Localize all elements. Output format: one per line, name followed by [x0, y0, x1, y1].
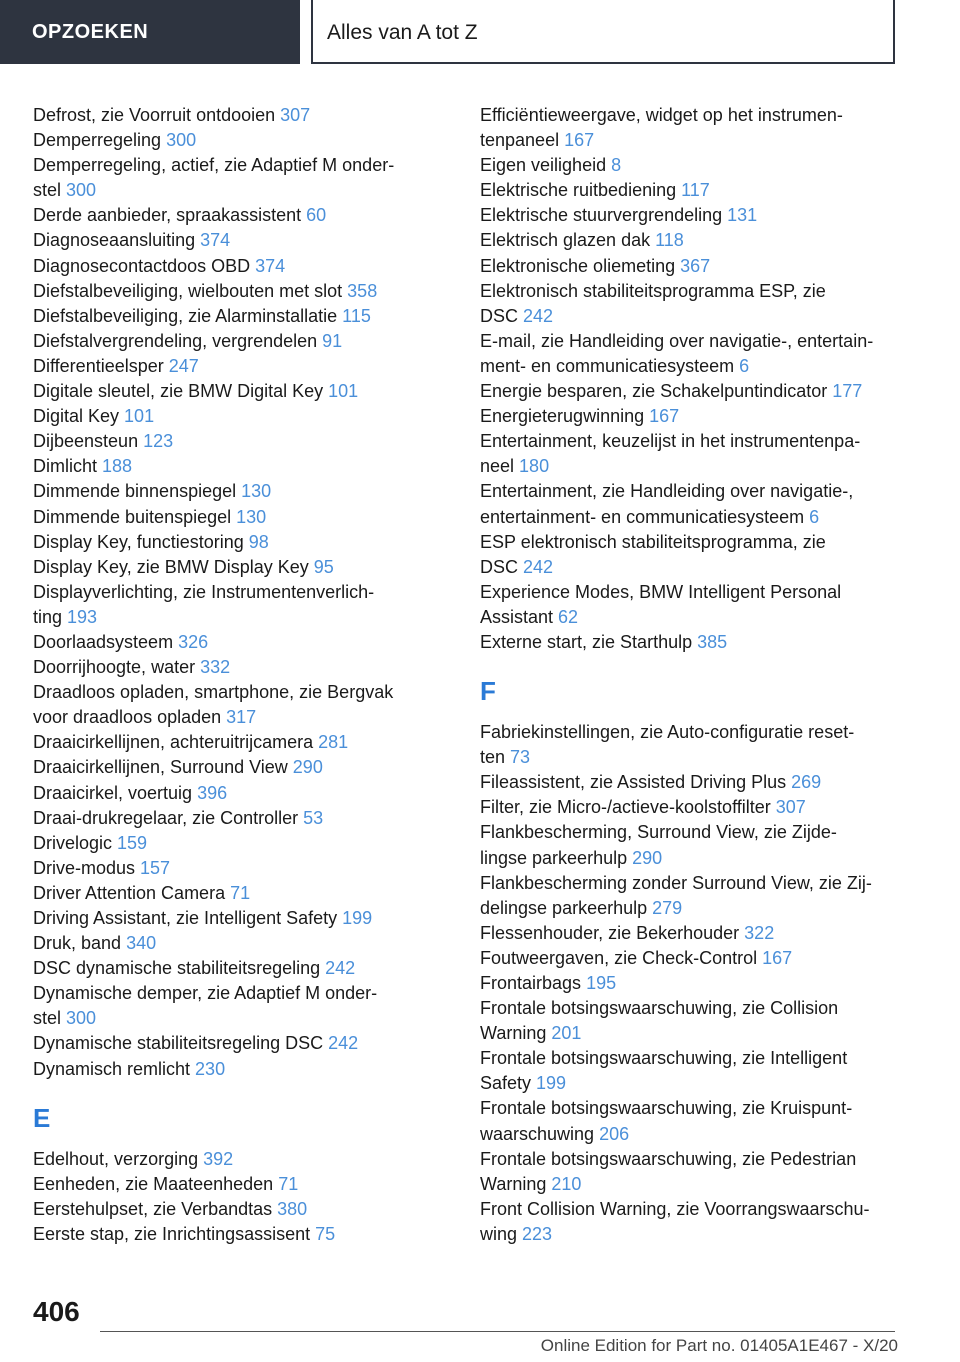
index-term: Fileassistent, zie Assisted Driving Plus [480, 772, 792, 793]
index-term: Frontale botsingswaarschuwing, zie Kruispunt- [480, 1098, 853, 1119]
page-link[interactable]: 177 [832, 381, 863, 402]
index-entry [480, 630, 900, 655]
index-term: Digitale sleutel, zie BMW Digital Key [33, 381, 329, 402]
index-term: DSC [480, 556, 524, 577]
page-link[interactable]: 123 [143, 431, 174, 452]
index-term: Defrost, zie Voorruit ontdooien [33, 105, 281, 125]
index-entry [33, 755, 453, 780]
index-entry [480, 429, 900, 454]
index-entry [33, 1147, 453, 1172]
index-entry [480, 896, 900, 921]
index-term: Warning [480, 1023, 552, 1044]
index-term: Frontale botsingswaarschuwing, zie Collision [480, 998, 839, 1019]
page-link[interactable]: 307 [280, 105, 311, 125]
page-link[interactable]: 317 [226, 707, 257, 728]
index-term: wing [480, 1223, 523, 1244]
index-entry [480, 1071, 900, 1096]
index-entry [33, 881, 453, 906]
index-group-f [480, 720, 900, 1247]
page-link[interactable]: 396 [197, 782, 228, 803]
page-link[interactable]: 242 [523, 556, 554, 577]
page-link[interactable]: 199 [342, 908, 373, 928]
index-entry [480, 404, 900, 429]
index-term: Dynamische demper, zie Adaptief M onder- [33, 983, 378, 1004]
page-link[interactable]: 300 [66, 180, 97, 201]
page-link[interactable]: 180 [519, 456, 550, 477]
index-entry [480, 1197, 900, 1222]
page-link[interactable]: 392 [203, 1148, 234, 1169]
page-link[interactable]: 167 [762, 947, 793, 968]
index-term: Elektrisch glazen dak [480, 230, 656, 251]
index-term: Draaicirkellijnen, achteruitrijcamera [33, 732, 319, 753]
index-entry [480, 921, 900, 946]
index-entry [480, 304, 900, 329]
index-term: Filter, zie Micro-/actieve-koolstoffilter [480, 797, 776, 818]
edition-note: Online Edition for Part no. 01405A1E467 - X/20 [540, 1336, 898, 1355]
index-term: Flankbescherming zonder Surround View, zie Zij- [480, 872, 872, 893]
index-term: Frontairbags [480, 973, 587, 993]
index-entry [480, 530, 900, 555]
page-link[interactable]: 307 [775, 797, 806, 818]
index-term: Digital Key [33, 406, 125, 427]
index-term: Eigen veiligheid [480, 155, 612, 176]
page-link[interactable]: 73 [510, 747, 531, 768]
index-entry [33, 279, 453, 304]
index-entry [33, 1006, 453, 1031]
index-group-e-cont [480, 103, 900, 655]
page-link[interactable]: 62 [558, 606, 579, 627]
index-term: Elektrische ruitbediening [480, 180, 682, 201]
index-term: lingse parkeerhulp [480, 847, 633, 868]
index-term: Doorrijhoogte, water [33, 657, 201, 678]
index-entry [480, 1021, 900, 1046]
page-link[interactable]: 101 [328, 381, 359, 402]
page-link[interactable]: 117 [681, 180, 710, 201]
index-term: waarschuwing [480, 1123, 600, 1144]
index-entry [480, 971, 900, 996]
index-entry [33, 1172, 453, 1197]
page-number: 406 [33, 1296, 80, 1327]
page-link[interactable]: 130 [241, 481, 272, 502]
index-term: Elektronische oliemeting [480, 255, 681, 276]
page-link[interactable]: 130 [236, 506, 267, 527]
index-entry [33, 1031, 453, 1056]
index-entry [33, 856, 453, 881]
index-term: stel [33, 180, 67, 201]
index-entry [480, 871, 900, 896]
index-term: ten [480, 747, 511, 768]
page-link[interactable]: 367 [680, 255, 711, 276]
index-entry [33, 203, 453, 228]
page-link[interactable]: 223 [522, 1223, 553, 1244]
index-entry [480, 203, 900, 228]
page-link[interactable]: 332 [200, 657, 231, 678]
index-entry [480, 555, 900, 580]
index-term: Foutweergaven, zie Check-Control [480, 947, 763, 968]
index-term: Drive-modus [33, 857, 141, 878]
page-link[interactable]: 358 [347, 280, 378, 301]
index-entry [33, 354, 453, 379]
index-entry [33, 831, 453, 856]
page-header [0, 0, 960, 66]
index-entry [480, 103, 900, 128]
index-entry [480, 820, 900, 845]
index-entry [33, 1222, 453, 1247]
index-term: Experience Modes, BMW Intelligent Personal [480, 581, 842, 602]
index-term: Dimmende binnenspiegel [33, 481, 242, 502]
index-entry [33, 680, 453, 705]
index-term: Elektrische stuurvergrendeling [480, 205, 728, 226]
page-link[interactable]: 159 [117, 832, 148, 853]
page-link[interactable]: 300 [166, 130, 197, 151]
index-term: Assistant [480, 606, 559, 627]
page-link[interactable]: 326 [178, 631, 209, 652]
index-column-right [480, 103, 900, 1247]
index-entry [480, 128, 900, 153]
index-term: Doorlaadsysteem [33, 631, 179, 652]
index-entry [480, 379, 900, 404]
index-entry [33, 429, 453, 454]
index-term: Diagnoseaansluiting [33, 230, 201, 251]
index-term: ting [33, 606, 68, 627]
page-link[interactable]: 6 [809, 506, 820, 527]
index-entry [480, 846, 900, 871]
index-entry [33, 128, 453, 153]
index-entry [480, 178, 900, 203]
index-term: Entertainment, zie Handleiding over navigatie-, [480, 481, 854, 502]
index-entry [480, 1172, 900, 1197]
page-link[interactable]: 95 [313, 556, 334, 577]
page-link[interactable]: 115 [342, 305, 371, 326]
index-entry [480, 1122, 900, 1147]
index-entry [33, 254, 453, 279]
page-link[interactable]: 247 [168, 355, 199, 376]
index-term: Drivelogic [33, 832, 118, 853]
index-term: tenpaneel [480, 130, 565, 151]
index-entry [33, 956, 453, 981]
index-entry [33, 630, 453, 655]
section-tab[interactable]: OPZOEKEN [0, 0, 300, 64]
index-entry [33, 555, 453, 580]
index-term: Driver Attention Camera [33, 882, 231, 903]
index-term: Warning [480, 1173, 552, 1194]
page-link[interactable]: 193 [67, 606, 98, 627]
chapter-title: Alles van A tot Z [311, 0, 895, 64]
index-term: Demperregeling [33, 130, 167, 151]
page-link[interactable]: 118 [655, 230, 684, 251]
index-term: Driving Assistant, zie Intelligent Safety [33, 908, 343, 928]
index-term: stel [33, 1008, 67, 1029]
index-entry [480, 505, 900, 530]
index-entry [480, 479, 900, 504]
page-link[interactable]: 75 [315, 1223, 336, 1244]
index-term: neel [480, 456, 520, 477]
index-column-left [33, 103, 453, 1247]
index-term: Externe start, zie Starthulp [480, 631, 698, 652]
index-term: Entertainment, keuzelijst in het instrumentenpa- [480, 431, 861, 452]
index-term: Flessenhouder, zie Bekerhouder [480, 922, 745, 943]
index-entry [33, 806, 453, 831]
page-link[interactable]: 340 [126, 933, 157, 954]
index-entry [480, 228, 900, 253]
index-term: delingse parkeerhulp [480, 897, 653, 918]
index-term: Demperregeling, actief, zie Adaptief M onder- [33, 155, 395, 176]
index-term: DSC dynamische stabiliteitsregeling [33, 958, 326, 979]
index-entry [480, 996, 900, 1021]
index-entry [480, 1046, 900, 1071]
index-entry [33, 1197, 453, 1222]
page-link[interactable]: 242 [328, 1033, 359, 1054]
index-term: Diagnosecontactdoos OBD [33, 255, 256, 276]
page-link[interactable]: 53 [303, 807, 324, 828]
page-link[interactable]: 385 [697, 631, 728, 652]
page-link[interactable]: 374 [255, 255, 286, 276]
index-term: Fabriekinstellingen, zie Auto-configuratie reset- [480, 722, 855, 743]
index-term: voor draadloos opladen [33, 707, 227, 728]
index-term: Diefstalbeveiliging, zie Alarminstallatie [33, 305, 343, 326]
index-entry [480, 605, 900, 630]
index-letter-f: F [480, 676, 496, 707]
index-term: entertainment- en communicatiesysteem [480, 506, 810, 527]
index-group-d [33, 103, 453, 1082]
index-term: Draadloos opladen, smartphone, zie Bergvak [33, 682, 394, 703]
index-entry [480, 1147, 900, 1172]
index-term: Differentieelsper [33, 355, 169, 376]
index-term: E-mail, zie Handleiding over navigatie-, entertain- [480, 330, 874, 351]
page-link[interactable]: 281 [318, 732, 349, 753]
index-entry [480, 745, 900, 770]
page-link[interactable]: 8 [611, 155, 622, 176]
index-entry [480, 454, 900, 479]
index-term: Draai-drukregelaar, zie Controller [33, 807, 304, 828]
index-term: Display Key, functiestoring [33, 531, 249, 552]
page-link[interactable]: 201 [551, 1023, 582, 1044]
page-link[interactable]: 290 [292, 757, 323, 778]
index-entry [33, 605, 453, 630]
index-entry [33, 781, 453, 806]
index-term: Dynamische stabiliteitsregeling DSC [33, 1033, 329, 1054]
index-entry [480, 279, 900, 304]
index-term: ment- en communicatiesysteem [480, 355, 740, 376]
index-entry [33, 304, 453, 329]
index-entry [480, 254, 900, 279]
index-term: Dijbeensteun [33, 431, 144, 452]
page-link[interactable]: 167 [564, 130, 595, 151]
index-term: Flankbescherming, Surround View, zie Zijde- [480, 822, 837, 843]
index-term: Diefstalbeveiliging, wielbouten met slot [33, 280, 348, 301]
index-entry [480, 1222, 900, 1247]
page-link[interactable]: 269 [791, 772, 822, 793]
index-term: Front Collision Warning, zie Voorrangswaarschu- [480, 1198, 870, 1219]
index-entry [33, 931, 453, 956]
index-entry [480, 580, 900, 605]
index-entry [33, 479, 453, 504]
index-term: Displayverlichting, zie Instrumentenverlich- [33, 581, 375, 602]
page-link[interactable]: 71 [278, 1173, 299, 1194]
index-group-e [33, 1147, 453, 1247]
page-link[interactable]: 131 [727, 205, 758, 226]
page-link[interactable]: 157 [140, 857, 171, 878]
page-link[interactable]: 242 [523, 305, 554, 326]
index-entry [480, 153, 900, 178]
index-term: ESP elektronisch stabiliteitsprogramma, zie [480, 531, 826, 552]
index-term: DSC [480, 305, 524, 326]
page-link[interactable]: 60 [306, 205, 327, 226]
index-term: Eerstehulpset, zie Verbandtas [33, 1198, 278, 1219]
index-entry [480, 354, 900, 379]
index-entry [33, 228, 453, 253]
index-entry [33, 530, 453, 555]
page-link[interactable]: 91 [322, 330, 343, 351]
index-term: Eenheden, zie Maateenheden [33, 1173, 279, 1194]
page-link[interactable]: 374 [200, 230, 231, 251]
page-link[interactable]: 322 [744, 922, 775, 943]
index-entry [33, 103, 453, 128]
page-link[interactable]: 380 [277, 1198, 308, 1219]
page-link[interactable]: 206 [599, 1123, 630, 1144]
page-link[interactable]: 300 [66, 1008, 97, 1029]
index-entry [480, 770, 900, 795]
index-entry [480, 1096, 900, 1121]
index-entry [33, 178, 453, 203]
index-term: Draaicirkel, voertuig [33, 782, 198, 803]
page-link[interactable]: 279 [652, 897, 683, 918]
index-term: Dynamisch remlicht [33, 1058, 196, 1079]
index-entry [33, 730, 453, 755]
footer-divider [100, 1331, 895, 1332]
index-term: Energieterugwinning [480, 406, 650, 427]
index-entry [33, 379, 453, 404]
index-entry [33, 329, 453, 354]
index-term: Efficiëntieweergave, widget op het instrumen- [480, 105, 843, 125]
index-entry [33, 153, 453, 178]
page-link[interactable]: 98 [248, 531, 269, 552]
page-link[interactable]: 290 [632, 847, 663, 868]
index-entry [33, 981, 453, 1006]
index-term: Dimmende buitenspiegel [33, 506, 237, 527]
index-entry [33, 505, 453, 530]
index-entry [480, 946, 900, 971]
index-entry [33, 705, 453, 730]
page-link[interactable]: 71 [230, 882, 251, 903]
page-link[interactable]: 230 [195, 1058, 226, 1079]
index-entry [480, 795, 900, 820]
index-term: Druk, band [33, 933, 127, 954]
index-term: Energie besparen, zie Schakelpuntindicator [480, 381, 833, 402]
index-term: Display Key, zie BMW Display Key [33, 556, 314, 577]
index-entry [33, 454, 453, 479]
page-link[interactable]: 242 [325, 958, 356, 979]
index-entry [33, 1057, 453, 1082]
page-link[interactable]: 210 [551, 1173, 582, 1194]
page-link[interactable]: 167 [649, 406, 680, 427]
index-term: Elektronisch stabiliteitsprogramma ESP, zie [480, 280, 826, 301]
index-term: Eerste stap, zie Inrichtingsassisent [33, 1223, 316, 1244]
index-term: Diefstalvergrendeling, vergrendelen [33, 330, 323, 351]
index-entry [480, 720, 900, 745]
page-link[interactable]: 188 [102, 456, 133, 477]
index-term: Edelhout, verzorging [33, 1148, 204, 1169]
index-entry [33, 580, 453, 605]
page-link[interactable]: 101 [124, 406, 155, 427]
index-letter-e: E [33, 1102, 51, 1133]
page-link[interactable]: 6 [739, 355, 750, 376]
index-entry [33, 906, 453, 931]
index-term: Frontale botsingswaarschuwing, zie Intelligent [480, 1048, 848, 1069]
index-term: Draaicirkellijnen, Surround View [33, 757, 293, 778]
index-term: Frontale botsingswaarschuwing, zie Pedestrian [480, 1148, 857, 1169]
index-entry [480, 329, 900, 354]
page-link[interactable]: 199 [536, 1073, 567, 1094]
page-link[interactable]: 195 [586, 973, 617, 993]
index-term: Safety [480, 1073, 537, 1094]
index-term: Dimlicht [33, 456, 103, 477]
index-term: Derde aanbieder, spraakassistent [33, 205, 307, 226]
index-entry [33, 655, 453, 680]
index-entry [33, 404, 453, 429]
